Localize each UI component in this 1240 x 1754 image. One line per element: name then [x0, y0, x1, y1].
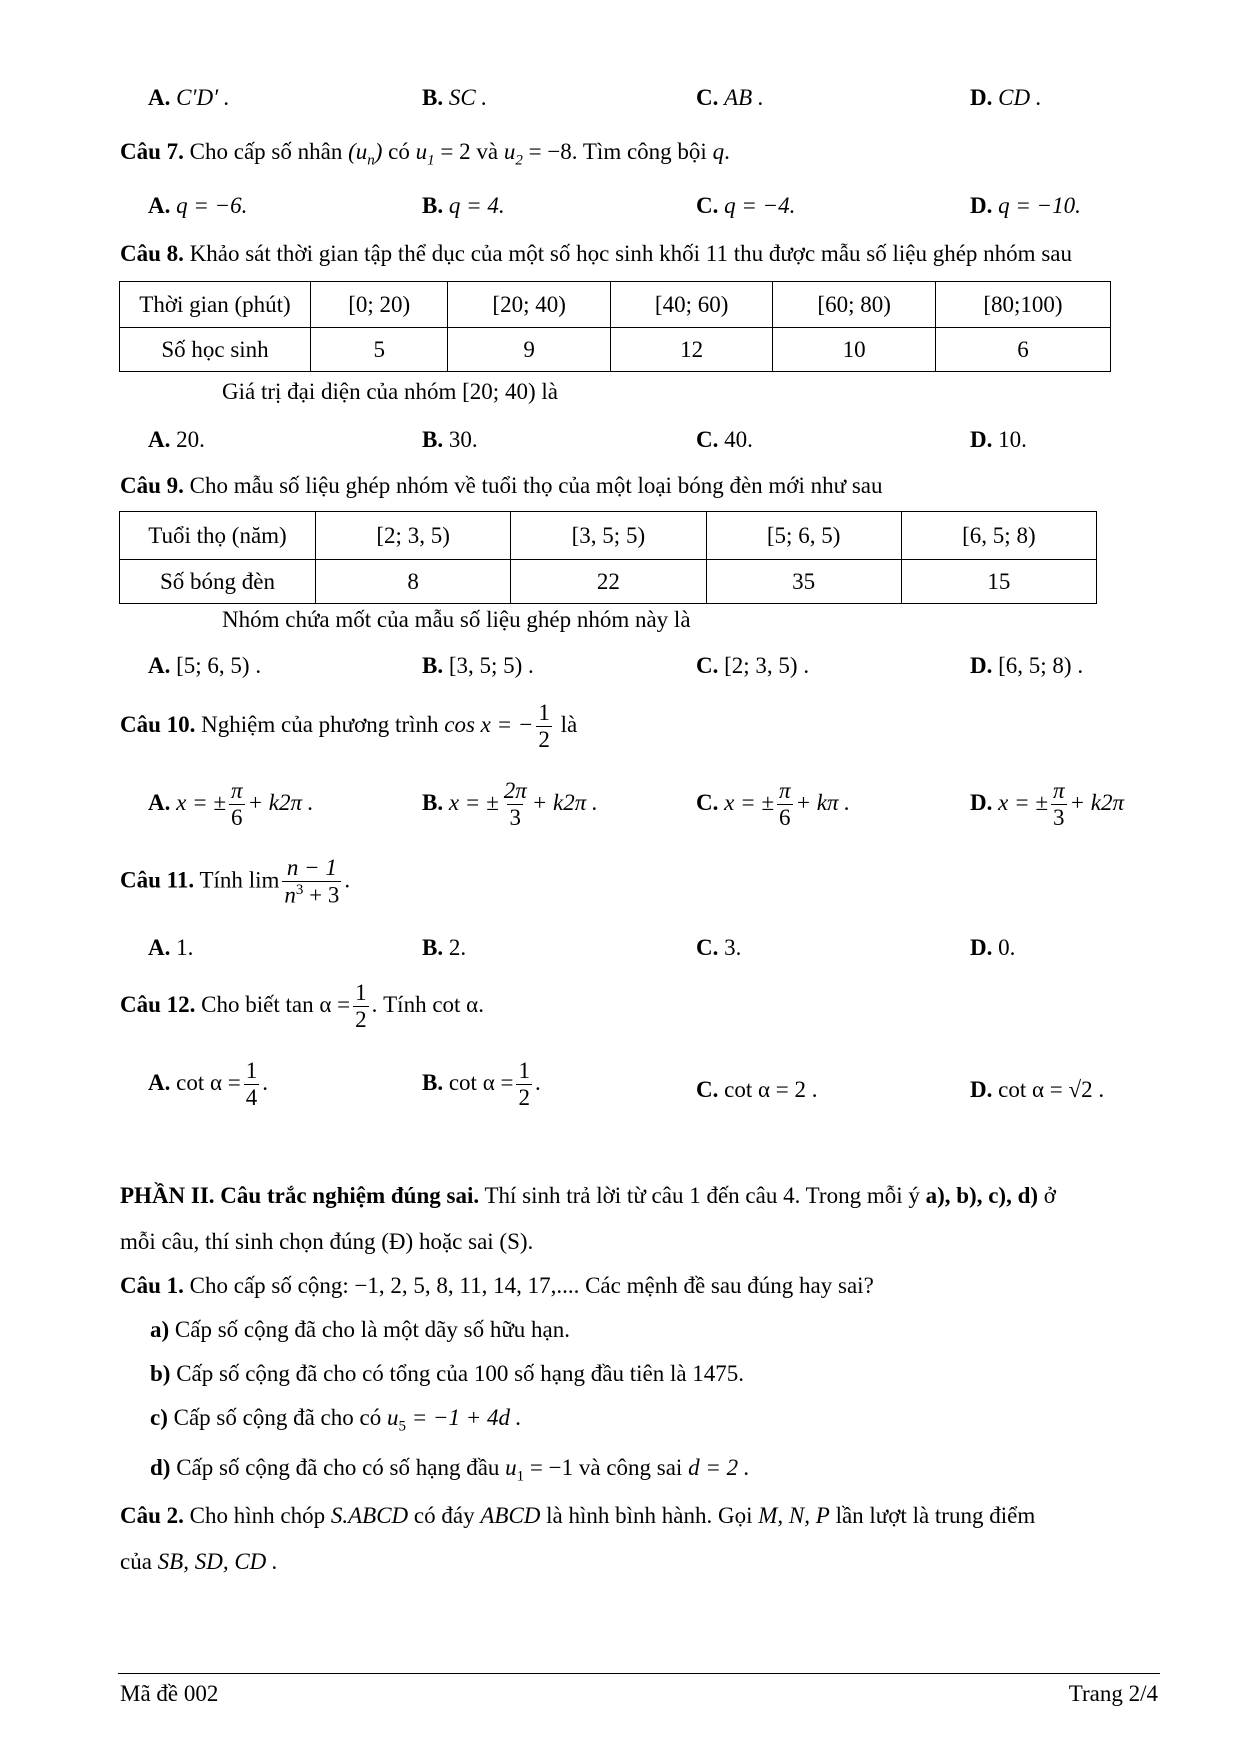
q9-stem: Câu 9. Cho mẫu số liệu ghép nhóm về tuổi thọ của một loại bóng đèn mới như sau — [120, 473, 883, 498]
part2-instructions: mỗi câu, thí sinh chọn đúng (Đ) hoặc sai (S). — [120, 1229, 534, 1254]
part2-q1-item-a: a) Cấp số cộng đã cho là một dãy số hữu hạn. — [150, 1317, 571, 1342]
q9-note: Nhóm chứa mốt của mẫu số liệu ghép nhóm này là — [222, 607, 691, 632]
q10-option-a: A. x = ± $\frac{\pi}{6}$ + k2π . — [148, 778, 314, 831]
q8-options — [0, 426, 1240, 466]
part2-heading: PHẦN II. Câu trắc nghiệm đúng sai. Thí sinh trả lời từ câu 1 đến câu 4. Trong mỗi ý a), b), c), d) ở — [120, 1183, 1056, 1208]
q9-table-cell: [5; 6, 5) — [706, 512, 901, 560]
q10-option-b: B. x = ± $\frac{2\pi}{3}$ + k2π . — [422, 778, 598, 831]
q6-options — [0, 84, 1240, 124]
q9-options — [0, 652, 1240, 692]
part2-q1-item-c: c) Cấp số cộng đã cho có $u_5 = -1 + 4d$ . — [150, 1405, 522, 1435]
q8-table-header: Số học sinh — [120, 328, 311, 372]
q8-table-header: Thời gian (phút) — [120, 282, 311, 328]
q9-table-cell: [2; 3, 5) — [316, 512, 511, 560]
q12-options — [0, 1058, 1240, 1118]
q9-table-cell: 15 — [901, 560, 1096, 604]
q6-option-a: A. C′D′ . — [148, 85, 230, 110]
q9-option-b: B. [3, 5; 5) . — [422, 653, 534, 678]
footer-divider — [118, 1673, 1160, 1674]
fraction: $\frac{n - 1}{n^3 + 3}$ — [284, 855, 340, 909]
q7-stem: Câu 7. Cho cấp số nhân $(u_n)$ có $u_1 = 2$ và $u_2 = -8$. Tìm công bội q. — [120, 139, 730, 169]
part2-q1-item-b: b) Cấp số cộng đã cho có tổng của 100 số hạng đầu tiên là 1475. — [150, 1361, 745, 1386]
q7-options — [0, 192, 1240, 232]
part2-q1-item-d: d) Cấp số cộng đã cho có số hạng đầu $u_1 = -1$ và công sai d = 2 . — [150, 1455, 750, 1485]
q12-option-a: A. cot α = $\frac{1}{4}$ . — [148, 1058, 268, 1111]
q6-option-c: C. AB . — [696, 85, 764, 110]
q9-table — [119, 511, 1097, 604]
q8-table-cell: [20; 40) — [448, 282, 611, 328]
q8-option-b: B. 30. — [422, 427, 478, 452]
q7-option-d: D. q = −10. — [970, 193, 1081, 218]
q7-option-b: B. q = 4. — [422, 193, 505, 218]
q9-table-cell: 22 — [511, 560, 706, 604]
q8-table-cell: [40; 60) — [610, 282, 773, 328]
q8-option-c: C. 40. — [696, 427, 753, 452]
q9-option-a: A. [5; 6, 5) . — [148, 653, 262, 678]
q9-table-cell: 8 — [316, 560, 511, 604]
q11-options — [0, 934, 1240, 974]
q8-table — [119, 281, 1111, 372]
q9-option-d: D. [6, 5; 8) . — [970, 653, 1084, 678]
q8-option-a: A. 20. — [148, 427, 205, 452]
q8-table-cell: [0; 20) — [311, 282, 448, 328]
fraction: $\frac{1}{2}$ — [355, 980, 367, 1033]
q11-option-a: A. 1. — [148, 935, 194, 960]
q12-option-c: C. cot α = 2 . — [696, 1077, 818, 1102]
page-number: Trang 2/4 — [1068, 1681, 1158, 1706]
q6-option-d: D. CD . — [970, 85, 1042, 110]
q10-stem: Câu 10. Nghiệm của phương trình cos x = − $\frac{1}{2}$ là — [120, 700, 578, 753]
q11-option-c: C. 3. — [696, 935, 742, 960]
q8-table-cell: 5 — [311, 328, 448, 372]
q7-option-a: A. q = −6. — [148, 193, 248, 218]
q8-table-cell: [80;100) — [935, 282, 1110, 328]
q9-table-cell: 35 — [706, 560, 901, 604]
q8-stem: Câu 8. Khảo sát thời gian tập thể dục của một số học sinh khối 11 thu được mẫu số liệu ghép nhóm sau — [120, 241, 1072, 266]
q10-option-c: C. x = ± $\frac{\pi}{6}$ + kπ . — [696, 778, 851, 831]
part2-q2-stem-line2: của SB, SD, CD . — [120, 1549, 278, 1574]
q9-option-c: C. [2; 3, 5) . — [696, 653, 810, 678]
q9-table-header: Tuổi thọ (năm) — [120, 512, 316, 560]
q9-table-cell: [3, 5; 5) — [511, 512, 706, 560]
q6-option-b: B. SC . — [422, 85, 488, 110]
q9-table-cell: [6, 5; 8) — [901, 512, 1096, 560]
q10-options — [0, 778, 1240, 838]
part2-q1-stem: Câu 1. Cho cấp số cộng: −1, 2, 5, 8, 11, 14, 17,.... Các mệnh đề sau đúng hay sai? — [120, 1273, 874, 1298]
q11-option-b: B. 2. — [422, 935, 467, 960]
part2-q2-stem: Câu 2. Cho hình chóp S.ABCD có đáy ABCD là hình bình hành. Gọi M, N, P lần lượt là trung điểm — [120, 1503, 1036, 1528]
q11-option-d: D. 0. — [970, 935, 1016, 960]
fraction: $\frac{1}{2}$ — [538, 700, 550, 753]
q10-option-d: D. x = ± $\frac{\pi}{3}$ + k2π — [970, 778, 1125, 831]
q7-option-c: C. q = −4. — [696, 193, 796, 218]
q8-note: Giá trị đại diện của nhóm [20; 40) là — [222, 379, 558, 404]
q8-table-cell: 9 — [448, 328, 611, 372]
q8-table-cell: 6 — [935, 328, 1110, 372]
q12-stem: Câu 12. Cho biết tan α = $\frac{1}{2}$ . Tính cot α. — [120, 980, 484, 1033]
q12-option-d: D. cot α = √2 . — [970, 1077, 1105, 1102]
q9-table-header: Số bóng đèn — [120, 560, 316, 604]
q8-option-d: D. 10. — [970, 427, 1027, 452]
q8-table-cell: 10 — [773, 328, 936, 372]
exam-code: Mã đề 002 — [120, 1681, 219, 1706]
q12-option-b: B. cot α = $\frac{1}{2}$ . — [422, 1058, 541, 1111]
q11-stem: Câu 11. Tính lim $\frac{n - 1}{n^3 + 3}$ . — [120, 855, 351, 909]
q8-table-cell: [60; 80) — [773, 282, 936, 328]
q8-table-cell: 12 — [610, 328, 773, 372]
